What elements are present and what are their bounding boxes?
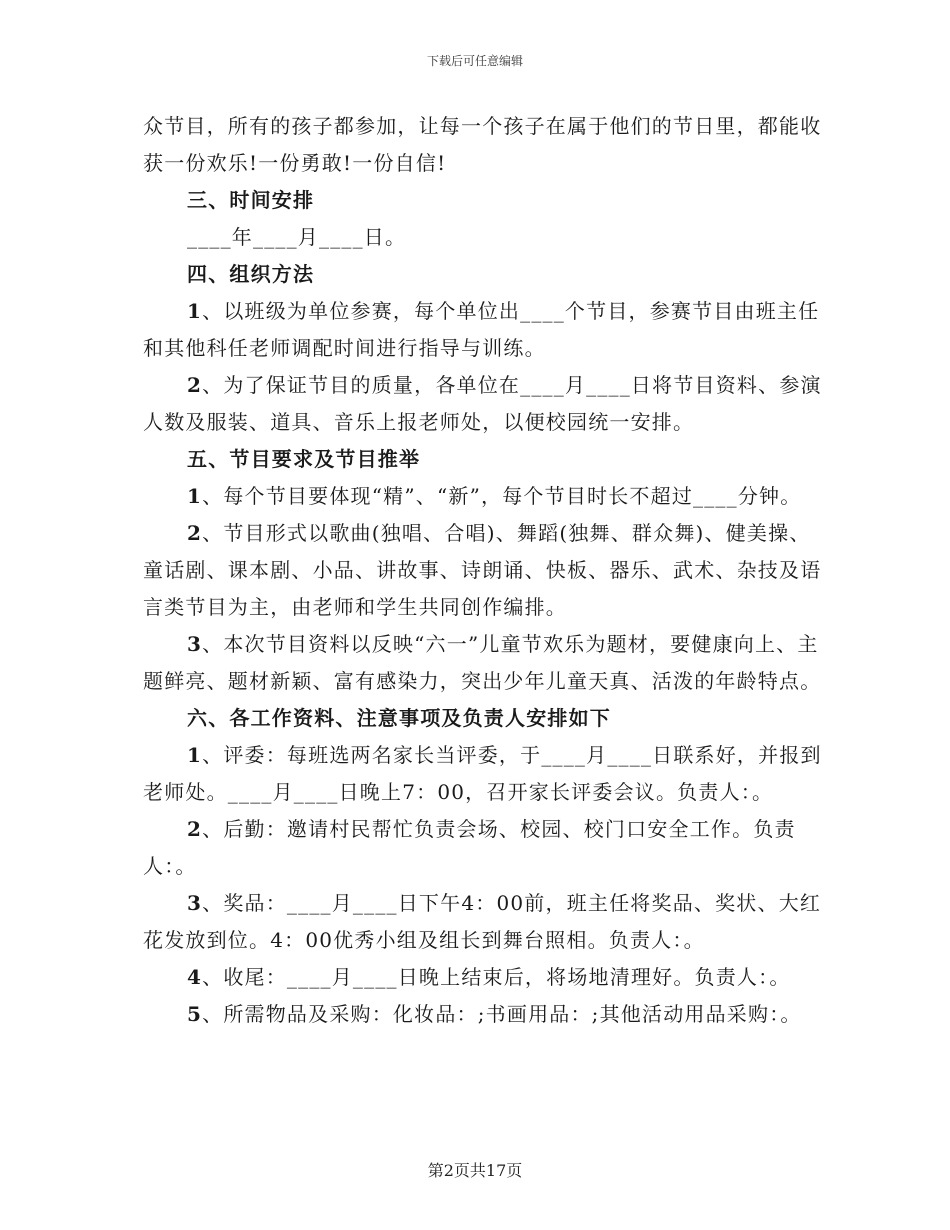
- list-item: 3、奖品：____月____日下午4：00前，班主任将奖品、奖状、大红花发放到位。4：00优秀小组及组长到舞台照相。负责人：。: [143, 891, 822, 952]
- list-item: 4、收尾：____月____日晚上结束后，将场地清理好。负责人：。: [187, 965, 791, 989]
- page-header-note: 下载后可任意编辑: [426, 54, 523, 68]
- list-item: 2、节目形式以歌曲(独唱、合唱)、舞蹈(独舞、群众舞)、健美操、童话剧、课本剧、小品、讲故事、诗朗诵、快板、器乐、武术、杂技及语言类节目为主，由老师和学生共同创作编排。: [143, 521, 822, 619]
- paragraph: 众节目，所有的孩子都参加，让每一个孩子在属于他们的节日里，都能收获一份欢乐!一份勇敢!一份自信!: [143, 114, 822, 175]
- section-heading-time: 三、时间安排: [187, 188, 315, 212]
- section-heading-requirements: 五、节目要求及节目推举: [187, 447, 421, 471]
- list-item: 2、为了保证节目的质量，各单位在____月____日将节目资料、参演人数及服装、道具、音乐上报老师处，以便校园统一安排。: [143, 373, 822, 434]
- paragraph-date: ____年____月____日。: [187, 225, 407, 249]
- section-heading-organization: 四、组织方法: [187, 262, 315, 286]
- list-item: 5、所需物品及采购：化妆品：;书画用品：;其他活动用品采购：。: [187, 1002, 802, 1026]
- list-item: 2、后勤：邀请村民帮忙负责会场、校园、校门口安全工作。负责人：。: [143, 817, 796, 878]
- section-heading-arrangements: 六、各工作资料、注意事项及负责人安排如下: [187, 706, 611, 730]
- document-body: [143, 108, 823, 1033]
- page-footer-number: 第2页共17页: [427, 1161, 523, 1180]
- list-item: 1、以班级为单位参赛，每个单位出____个节目，参赛节目由班主任和其他科任老师调配时间进行指导与训练。: [143, 299, 820, 360]
- list-item: 3、本次节目资料以反映“六一”儿童节欢乐为题材，要健康向上、主题鲜亮、题材新颖、富有感染力，突出少年儿童天真、活泼的年龄特点。: [143, 632, 822, 693]
- list-item: 1、评委：每班选两名家长当评委，于____月____日联系好，并报到老师处。____月____日晚上7：00，召开家长评委会议。负责人：。: [143, 743, 822, 804]
- list-item: 1、每个节目要体现“精”、“新”，每个节目时长不超过____分钟。: [187, 484, 802, 508]
